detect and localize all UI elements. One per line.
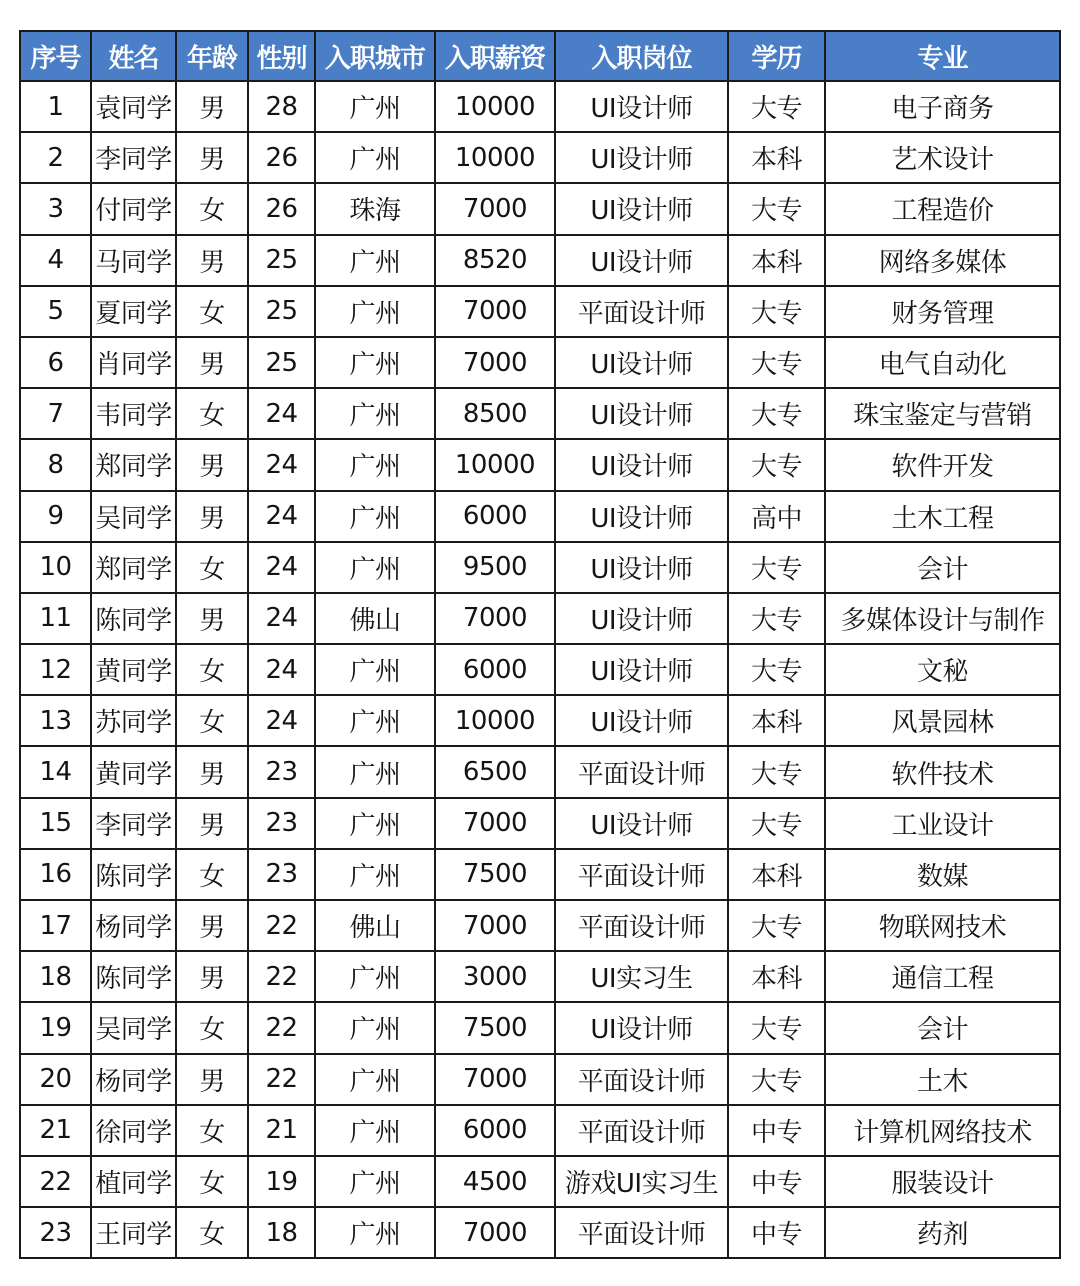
cell-gender: 21 [248,1105,315,1156]
cell-position: UI设计师 [555,491,728,542]
cell-education: 中专 [728,1105,825,1156]
cell-salary: 7000 [435,1054,555,1105]
header-gender: 性别 [248,31,315,81]
cell-gender: 22 [248,900,315,951]
cell-position: 平面设计师 [555,286,728,337]
cell-position: 平面设计师 [555,849,728,900]
table-row [20,746,1060,797]
cell-position: UI设计师 [555,337,728,388]
cell-name: 马同学 [91,235,176,286]
cell-name: 陈同学 [91,849,176,900]
cell-age: 女 [176,1002,248,1053]
cell-age: 男 [176,1054,248,1105]
cell-serial: 14 [20,746,91,797]
table-row [20,695,1060,746]
cell-name: 徐同学 [91,1105,176,1156]
cell-name: 吴同学 [91,491,176,542]
cell-serial: 9 [20,491,91,542]
cell-city: 广州 [315,798,435,849]
cell-gender: 24 [248,593,315,644]
cell-gender: 25 [248,286,315,337]
cell-education: 大专 [728,1054,825,1105]
cell-salary: 9500 [435,542,555,593]
cell-salary: 6000 [435,1105,555,1156]
cell-salary: 7000 [435,183,555,234]
cell-gender: 24 [248,542,315,593]
header-position: 入职岗位 [555,31,728,81]
cell-gender: 18 [248,1207,315,1258]
cell-education: 大专 [728,81,825,132]
cell-salary: 7000 [435,593,555,644]
table-row [20,286,1060,337]
cell-gender: 22 [248,951,315,1002]
table-row [20,183,1060,234]
cell-city: 广州 [315,951,435,1002]
cell-serial: 11 [20,593,91,644]
cell-salary: 7000 [435,900,555,951]
cell-salary: 7000 [435,286,555,337]
header-education: 学历 [728,31,825,81]
cell-position: UI设计师 [555,388,728,439]
cell-position: UI设计师 [555,593,728,644]
cell-city: 广州 [315,337,435,388]
cell-education: 大专 [728,337,825,388]
header-serial: 序号 [20,31,91,81]
cell-serial: 22 [20,1156,91,1207]
table-row [20,849,1060,900]
cell-serial: 13 [20,695,91,746]
cell-serial: 17 [20,900,91,951]
cell-gender: 24 [248,388,315,439]
table-row [20,542,1060,593]
cell-education: 高中 [728,491,825,542]
cell-age: 男 [176,337,248,388]
cell-position: 平面设计师 [555,746,728,797]
cell-salary: 8500 [435,388,555,439]
cell-education: 中专 [728,1156,825,1207]
cell-city: 广州 [315,1105,435,1156]
cell-city: 佛山 [315,900,435,951]
cell-name: 肖同学 [91,337,176,388]
cell-city: 广州 [315,388,435,439]
cell-age: 女 [176,286,248,337]
cell-name: 陈同学 [91,951,176,1002]
cell-name: 付同学 [91,183,176,234]
cell-major: 财务管理 [825,286,1060,337]
cell-serial: 8 [20,439,91,490]
cell-name: 王同学 [91,1207,176,1258]
cell-education: 大专 [728,593,825,644]
cell-name: 夏同学 [91,286,176,337]
cell-major: 药剂 [825,1207,1060,1258]
table-row [20,900,1060,951]
cell-salary: 7000 [435,1207,555,1258]
cell-position: UI设计师 [555,644,728,695]
cell-salary: 6000 [435,491,555,542]
cell-gender: 23 [248,849,315,900]
cell-salary: 6000 [435,644,555,695]
cell-education: 大专 [728,644,825,695]
cell-age: 男 [176,951,248,1002]
cell-position: 游戏UI实习生 [555,1156,728,1207]
cell-position: UI设计师 [555,798,728,849]
table-row [20,388,1060,439]
cell-name: 李同学 [91,798,176,849]
cell-position: 平面设计师 [555,1207,728,1258]
cell-salary: 10000 [435,81,555,132]
cell-city: 广州 [315,644,435,695]
cell-age: 女 [176,695,248,746]
cell-serial: 2 [20,132,91,183]
cell-city: 广州 [315,491,435,542]
header-city: 入职城市 [315,31,435,81]
cell-name: 黄同学 [91,746,176,797]
cell-serial: 20 [20,1054,91,1105]
cell-age: 女 [176,849,248,900]
cell-gender: 25 [248,235,315,286]
cell-city: 广州 [315,132,435,183]
cell-city: 广州 [315,439,435,490]
header-salary: 入职薪资 [435,31,555,81]
cell-city: 广州 [315,849,435,900]
cell-serial: 3 [20,183,91,234]
cell-serial: 15 [20,798,91,849]
table-row [20,337,1060,388]
header-major: 专业 [825,31,1060,81]
cell-major: 物联网技术 [825,900,1060,951]
cell-education: 大专 [728,746,825,797]
cell-age: 男 [176,900,248,951]
cell-major: 文秘 [825,644,1060,695]
cell-education: 大专 [728,286,825,337]
cell-city: 广州 [315,1054,435,1105]
cell-major: 土木 [825,1054,1060,1105]
cell-gender: 23 [248,798,315,849]
cell-major: 电子商务 [825,81,1060,132]
table-row [20,951,1060,1002]
header-name: 姓名 [91,31,176,81]
cell-gender: 22 [248,1002,315,1053]
cell-serial: 21 [20,1105,91,1156]
cell-name: 袁同学 [91,81,176,132]
cell-position: UI设计师 [555,81,728,132]
cell-major: 会计 [825,542,1060,593]
cell-age: 男 [176,491,248,542]
cell-position: UI设计师 [555,1002,728,1053]
cell-salary: 7000 [435,337,555,388]
cell-gender: 26 [248,132,315,183]
cell-position: UI设计师 [555,439,728,490]
cell-serial: 23 [20,1207,91,1258]
cell-major: 软件技术 [825,746,1060,797]
cell-age: 女 [176,644,248,695]
cell-gender: 28 [248,81,315,132]
table-row [20,491,1060,542]
cell-city: 广州 [315,746,435,797]
cell-major: 数媒 [825,849,1060,900]
table-row [20,644,1060,695]
cell-serial: 19 [20,1002,91,1053]
table-row [20,1207,1060,1258]
cell-gender: 22 [248,1054,315,1105]
cell-major: 土木工程 [825,491,1060,542]
cell-position: 平面设计师 [555,1105,728,1156]
table-body [20,81,1060,1258]
cell-gender: 26 [248,183,315,234]
cell-position: UI设计师 [555,235,728,286]
cell-gender: 24 [248,644,315,695]
cell-age: 女 [176,1105,248,1156]
cell-city: 广州 [315,235,435,286]
cell-city: 广州 [315,1002,435,1053]
cell-salary: 8520 [435,235,555,286]
cell-age: 女 [176,542,248,593]
cell-major: 电气自动化 [825,337,1060,388]
cell-education: 大专 [728,542,825,593]
header-row [20,31,1060,81]
cell-major: 网络多媒体 [825,235,1060,286]
cell-salary: 10000 [435,132,555,183]
cell-salary: 4500 [435,1156,555,1207]
table-row [20,81,1060,132]
cell-position: 平面设计师 [555,1054,728,1105]
table-row [20,593,1060,644]
cell-age: 女 [176,388,248,439]
cell-salary: 7500 [435,849,555,900]
cell-major: 艺术设计 [825,132,1060,183]
cell-age: 男 [176,593,248,644]
cell-education: 中专 [728,1207,825,1258]
table-row [20,235,1060,286]
cell-gender: 24 [248,695,315,746]
cell-position: UI设计师 [555,695,728,746]
cell-gender: 19 [248,1156,315,1207]
cell-serial: 4 [20,235,91,286]
cell-salary: 10000 [435,439,555,490]
table-row [20,1054,1060,1105]
cell-age: 男 [176,798,248,849]
cell-name: 杨同学 [91,1054,176,1105]
cell-name: 植同学 [91,1156,176,1207]
cell-city: 珠海 [315,183,435,234]
cell-age: 男 [176,235,248,286]
cell-city: 广州 [315,1156,435,1207]
cell-city: 广州 [315,81,435,132]
table-row [20,798,1060,849]
table-row [20,132,1060,183]
cell-gender: 25 [248,337,315,388]
cell-position: UI设计师 [555,183,728,234]
cell-serial: 7 [20,388,91,439]
cell-serial: 5 [20,286,91,337]
cell-age: 男 [176,132,248,183]
cell-serial: 6 [20,337,91,388]
cell-age: 女 [176,1207,248,1258]
cell-major: 通信工程 [825,951,1060,1002]
cell-age: 男 [176,746,248,797]
cell-name: 陈同学 [91,593,176,644]
cell-serial: 18 [20,951,91,1002]
cell-salary: 6500 [435,746,555,797]
cell-education: 大专 [728,1002,825,1053]
cell-education: 本科 [728,951,825,1002]
cell-serial: 1 [20,81,91,132]
cell-age: 男 [176,439,248,490]
cell-age: 男 [176,81,248,132]
cell-major: 会计 [825,1002,1060,1053]
cell-major: 计算机网络技术 [825,1105,1060,1156]
cell-major: 风景园林 [825,695,1060,746]
cell-age: 女 [176,183,248,234]
cell-major: 多媒体设计与制作 [825,593,1060,644]
cell-name: 郑同学 [91,542,176,593]
cell-name: 韦同学 [91,388,176,439]
table-row [20,1105,1060,1156]
cell-age: 女 [176,1156,248,1207]
cell-city: 广州 [315,695,435,746]
cell-city: 广州 [315,286,435,337]
cell-gender: 23 [248,746,315,797]
cell-education: 本科 [728,695,825,746]
cell-position: UI设计师 [555,132,728,183]
cell-name: 苏同学 [91,695,176,746]
cell-name: 吴同学 [91,1002,176,1053]
cell-salary: 3000 [435,951,555,1002]
cell-major: 软件开发 [825,439,1060,490]
cell-education: 大专 [728,798,825,849]
cell-serial: 16 [20,849,91,900]
table-row [20,1156,1060,1207]
cell-gender: 24 [248,439,315,490]
cell-name: 杨同学 [91,900,176,951]
cell-major: 工业设计 [825,798,1060,849]
table-row [20,1002,1060,1053]
cell-major: 珠宝鉴定与营销 [825,388,1060,439]
cell-education: 大专 [728,388,825,439]
cell-city: 广州 [315,1207,435,1258]
cell-salary: 10000 [435,695,555,746]
cell-gender: 24 [248,491,315,542]
cell-name: 黄同学 [91,644,176,695]
cell-major: 服装设计 [825,1156,1060,1207]
cell-major: 工程造价 [825,183,1060,234]
cell-city: 广州 [315,542,435,593]
employment-table [19,30,1061,1259]
cell-salary: 7500 [435,1002,555,1053]
cell-position: UI实习生 [555,951,728,1002]
cell-serial: 12 [20,644,91,695]
cell-serial: 10 [20,542,91,593]
cell-education: 大专 [728,183,825,234]
cell-salary: 7000 [435,798,555,849]
cell-education: 大专 [728,900,825,951]
cell-name: 李同学 [91,132,176,183]
cell-city: 佛山 [315,593,435,644]
cell-education: 本科 [728,235,825,286]
cell-education: 本科 [728,849,825,900]
table-row [20,439,1060,490]
cell-position: UI设计师 [555,542,728,593]
header-age: 年龄 [176,31,248,81]
cell-position: 平面设计师 [555,900,728,951]
cell-education: 大专 [728,439,825,490]
cell-name: 郑同学 [91,439,176,490]
cell-education: 本科 [728,132,825,183]
